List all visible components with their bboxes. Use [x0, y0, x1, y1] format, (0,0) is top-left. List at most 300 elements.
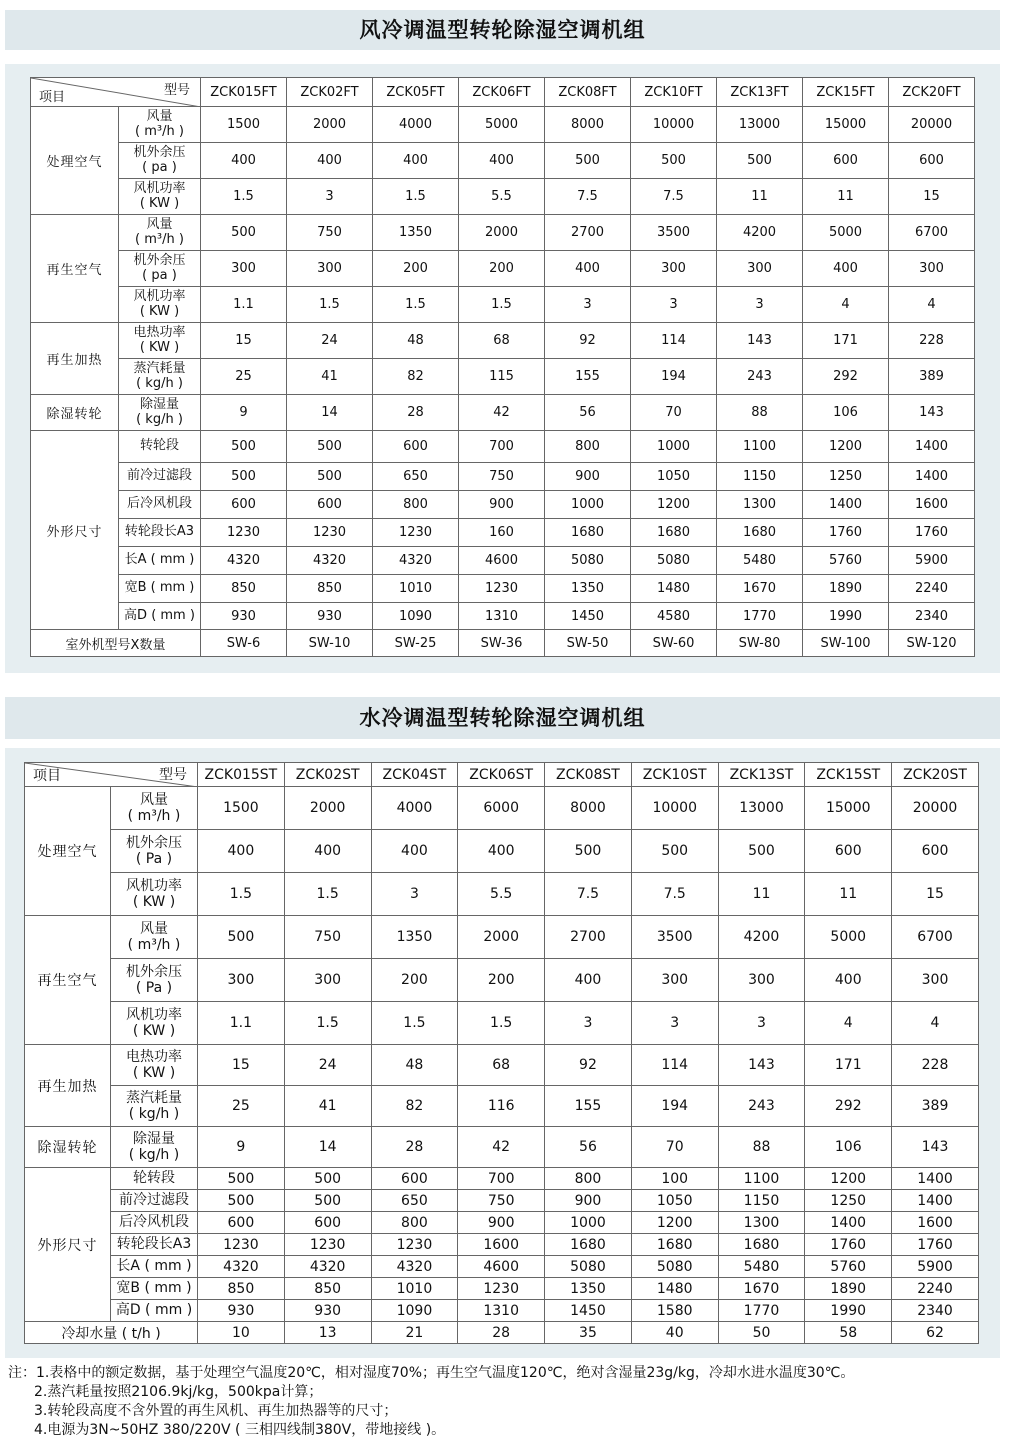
value-cell: 389	[889, 359, 975, 395]
row-label-cell	[119, 431, 201, 463]
model-header: ZCK20ST	[892, 763, 979, 787]
header-corner-cell	[25, 763, 198, 787]
value-cell: 500	[631, 830, 718, 873]
value-cell: 2700	[545, 215, 631, 251]
value-cell: 850	[287, 575, 373, 603]
value-cell: 1150	[717, 463, 803, 491]
value-cell: 1050	[631, 1190, 718, 1212]
value-cell: 400	[458, 830, 545, 873]
row-label-cell	[119, 107, 201, 143]
value-cell: 500	[287, 463, 373, 491]
value-cell: 1010	[371, 1278, 458, 1300]
value-cell: 155	[545, 1086, 632, 1127]
value-cell: 1890	[803, 575, 889, 603]
value-cell: 8000	[545, 107, 631, 143]
table-row	[25, 1190, 979, 1212]
value-cell: 600	[892, 830, 979, 873]
value-cell: 100	[631, 1168, 718, 1190]
footer-value-cell: SW-6	[201, 630, 287, 657]
model-header: ZCK13FT	[717, 78, 803, 107]
footer-value-cell: 58	[805, 1322, 892, 1344]
value-cell: 650	[371, 1190, 458, 1212]
footer-value-cell: 35	[545, 1322, 632, 1344]
value-cell: 4320	[287, 547, 373, 575]
value-cell: 500	[198, 1190, 285, 1212]
value-cell: 56	[545, 1127, 632, 1168]
value-cell: 900	[458, 1212, 545, 1234]
value-cell: 1150	[718, 1190, 805, 1212]
model-header: ZCK20FT	[889, 78, 975, 107]
value-cell: 850	[201, 575, 287, 603]
value-cell: 1760	[803, 519, 889, 547]
table-row	[25, 1278, 979, 1300]
value-cell: 116	[458, 1086, 545, 1127]
value-cell: 2240	[889, 575, 975, 603]
value-cell: 1.5	[458, 1002, 545, 1045]
value-cell: 4000	[371, 787, 458, 830]
value-cell: 600	[198, 1212, 285, 1234]
group-label: 除湿转轮	[31, 395, 119, 431]
value-cell: 800	[545, 431, 631, 463]
value-cell: 300	[631, 251, 717, 287]
model-header: ZCK08ST	[545, 763, 632, 787]
value-cell: 1600	[458, 1234, 545, 1256]
value-cell: 194	[631, 1086, 718, 1127]
value-cell: 1000	[545, 1212, 632, 1234]
footer-label: 冷却水量 ( t/h )	[25, 1322, 198, 1344]
row-label-cell	[111, 1212, 198, 1234]
group-label: 再生空气	[25, 916, 111, 1045]
value-cell: 500	[545, 143, 631, 179]
row-label-cell	[119, 359, 201, 395]
value-cell: 5080	[631, 1256, 718, 1278]
value-cell: 300	[284, 959, 371, 1002]
value-cell: 4320	[198, 1256, 285, 1278]
value-cell: 800	[545, 1168, 632, 1190]
value-cell: 68	[458, 1045, 545, 1086]
value-cell: 389	[892, 1086, 979, 1127]
value-cell: 292	[805, 1086, 892, 1127]
value-cell: 9	[201, 395, 287, 431]
model-header: ZCK04ST	[371, 763, 458, 787]
value-cell: 1.5	[201, 179, 287, 215]
value-cell: 155	[545, 359, 631, 395]
footer-value-cell: SW-100	[803, 630, 889, 657]
value-cell: 3	[631, 287, 717, 323]
footer-value-cell: SW-25	[373, 630, 459, 657]
table-row	[25, 1127, 979, 1168]
value-cell: 3500	[631, 916, 718, 959]
value-cell: 171	[803, 323, 889, 359]
row-label: 长A ( mm )	[116, 1258, 192, 1275]
value-cell: 3	[545, 287, 631, 323]
value-cell: 300	[198, 959, 285, 1002]
value-cell: 1770	[718, 1300, 805, 1322]
row-unit: ( m³/h )	[135, 123, 184, 139]
value-cell: 1400	[889, 431, 975, 463]
value-cell: 1010	[373, 575, 459, 603]
value-cell: 1300	[718, 1212, 805, 1234]
value-cell: 41	[284, 1086, 371, 1127]
value-cell: 1680	[545, 519, 631, 547]
value-cell: 5.5	[459, 179, 545, 215]
row-label-cell	[111, 1190, 198, 1212]
value-cell: 1400	[889, 463, 975, 491]
value-cell: 4320	[373, 547, 459, 575]
row-unit: ( Pa )	[135, 851, 173, 867]
row-label: 转轮段长A3	[116, 1236, 192, 1253]
footer-value-cell: 40	[631, 1322, 718, 1344]
footer-value-cell: SW-50	[545, 630, 631, 657]
row-label-cell	[119, 287, 201, 323]
value-cell: 11	[805, 873, 892, 916]
value-cell: 5900	[892, 1256, 979, 1278]
model-header: ZCK13ST	[718, 763, 805, 787]
row-label: 转轮段长A3	[124, 524, 195, 540]
row-label-cell	[111, 959, 198, 1002]
value-cell: 1310	[458, 1300, 545, 1322]
value-cell: 400	[198, 830, 285, 873]
value-cell: 8000	[545, 787, 632, 830]
value-cell: 228	[892, 1045, 979, 1086]
value-cell: 15000	[803, 107, 889, 143]
row-label: 转轮段	[139, 438, 179, 454]
value-cell: 5760	[805, 1256, 892, 1278]
value-cell: 800	[371, 1212, 458, 1234]
value-cell: 4580	[631, 603, 717, 630]
model-header: ZCK10FT	[631, 78, 717, 107]
row-unit: ( KW )	[132, 1065, 176, 1081]
value-cell: 106	[803, 395, 889, 431]
value-cell: 400	[287, 143, 373, 179]
row-label: 长A ( mm )	[124, 552, 195, 568]
row-unit: ( pa )	[142, 159, 177, 175]
value-cell: 11	[803, 179, 889, 215]
group-label: 再生加热	[25, 1045, 111, 1127]
model-header: ZCK15FT	[803, 78, 889, 107]
value-cell: 5080	[545, 1256, 632, 1278]
value-cell: 200	[459, 251, 545, 287]
footer-value-cell: 50	[718, 1322, 805, 1344]
value-cell: 400	[373, 143, 459, 179]
value-cell: 600	[287, 491, 373, 519]
value-cell: 850	[284, 1278, 371, 1300]
footer-value-cell: 13	[284, 1322, 371, 1344]
table-row	[31, 491, 975, 519]
row-label: 宽B ( mm )	[124, 580, 195, 596]
value-cell: 750	[459, 463, 545, 491]
table-row	[25, 830, 979, 873]
value-cell: 171	[805, 1045, 892, 1086]
value-cell: 143	[717, 323, 803, 359]
value-cell: 500	[717, 143, 803, 179]
value-cell: 1000	[545, 491, 631, 519]
value-cell: 1480	[631, 1278, 718, 1300]
value-cell: 4000	[373, 107, 459, 143]
value-cell: 1450	[545, 1300, 632, 1322]
group-label: 除湿转轮	[25, 1127, 111, 1168]
row-label-cell	[119, 491, 201, 519]
corner-label-model: 型号	[163, 83, 190, 98]
model-header: ZCK015FT	[201, 78, 287, 107]
value-cell: 42	[458, 1127, 545, 1168]
value-cell: 1760	[889, 519, 975, 547]
row-unit: ( pa )	[142, 267, 177, 283]
value-cell: 3	[371, 873, 458, 916]
value-cell: 3	[287, 179, 373, 215]
table-row	[31, 359, 975, 395]
row-label: 机外余压	[126, 834, 182, 851]
footer-value-cell: 21	[371, 1322, 458, 1344]
value-cell: 1.5	[284, 1002, 371, 1045]
value-cell: 1050	[631, 463, 717, 491]
table-row	[31, 179, 975, 215]
value-cell: 2000	[284, 787, 371, 830]
row-label: 风量	[146, 216, 173, 232]
value-cell: 200	[458, 959, 545, 1002]
footer-value-cell: 62	[892, 1322, 979, 1344]
row-label-cell	[119, 519, 201, 547]
row-label-cell	[111, 1300, 198, 1322]
value-cell: 1400	[805, 1212, 892, 1234]
value-cell: 1350	[545, 575, 631, 603]
value-cell: 300	[201, 251, 287, 287]
value-cell: 1990	[803, 603, 889, 630]
value-cell: 3	[545, 1002, 632, 1045]
group-label: 再生空气	[31, 215, 119, 323]
table-row	[25, 1212, 979, 1234]
value-cell: 600	[889, 143, 975, 179]
value-cell: 1670	[718, 1278, 805, 1300]
value-cell: 400	[284, 830, 371, 873]
value-cell: 400	[805, 959, 892, 1002]
footer-label: 室外机型号X数量	[31, 630, 201, 657]
value-cell: 1.5	[373, 179, 459, 215]
value-cell: 300	[889, 251, 975, 287]
group-label: 再生加热	[31, 323, 119, 395]
value-cell: 143	[718, 1045, 805, 1086]
table-row	[25, 916, 979, 959]
value-cell: 1250	[803, 463, 889, 491]
section1-title: 风冷调温型转轮除湿空调机组	[5, 10, 1000, 50]
value-cell: 750	[458, 1190, 545, 1212]
value-cell: 1760	[892, 1234, 979, 1256]
row-label-cell	[111, 1127, 198, 1168]
value-cell: 900	[459, 491, 545, 519]
group-label: 外形尺寸	[31, 431, 119, 630]
table-row	[25, 1086, 979, 1127]
table-row	[31, 323, 975, 359]
table-row	[25, 1300, 979, 1322]
value-cell: 2000	[287, 107, 373, 143]
value-cell: 5760	[803, 547, 889, 575]
row-unit: ( m³/h )	[135, 231, 184, 247]
row-label-cell	[119, 463, 201, 491]
value-cell: 160	[459, 519, 545, 547]
value-cell: 4320	[284, 1256, 371, 1278]
value-cell: 700	[459, 431, 545, 463]
footer-value-cell: SW-10	[287, 630, 373, 657]
value-cell: 114	[631, 1045, 718, 1086]
value-cell: 750	[284, 916, 371, 959]
value-cell: 300	[718, 959, 805, 1002]
value-cell: 300	[717, 251, 803, 287]
value-cell: 13000	[717, 107, 803, 143]
value-cell: 70	[631, 395, 717, 431]
value-cell: 48	[371, 1045, 458, 1086]
value-cell: 1230	[201, 519, 287, 547]
value-cell: 930	[201, 603, 287, 630]
row-unit: ( KW )	[139, 303, 180, 319]
footer-value-cell: 28	[458, 1322, 545, 1344]
value-cell: 1480	[631, 575, 717, 603]
value-cell: 15	[201, 323, 287, 359]
value-cell: 1230	[287, 519, 373, 547]
table-row	[31, 547, 975, 575]
value-cell: 11	[718, 873, 805, 916]
value-cell: 750	[287, 215, 373, 251]
water-cooled-spec-table	[24, 762, 979, 1344]
value-cell: 1300	[717, 491, 803, 519]
value-cell: 850	[198, 1278, 285, 1300]
row-label: 后冷风机段	[119, 1214, 189, 1231]
value-cell: 243	[718, 1086, 805, 1127]
value-cell: 1000	[631, 431, 717, 463]
row-label: 除湿量	[133, 1130, 175, 1147]
row-unit: ( kg/h )	[136, 375, 183, 391]
value-cell: 5480	[718, 1256, 805, 1278]
row-label-cell	[119, 603, 201, 630]
footer-value-cell: SW-120	[889, 630, 975, 657]
row-unit: ( KW )	[139, 195, 180, 211]
row-label-cell	[119, 143, 201, 179]
value-cell: 1200	[631, 491, 717, 519]
value-cell: 7.5	[545, 873, 632, 916]
value-cell: 1.5	[287, 287, 373, 323]
value-cell: 1100	[718, 1168, 805, 1190]
value-cell: 24	[284, 1045, 371, 1086]
value-cell: 1600	[892, 1212, 979, 1234]
value-cell: 41	[287, 359, 373, 395]
value-cell: 15	[892, 873, 979, 916]
value-cell: 1600	[889, 491, 975, 519]
notes-block	[8, 1364, 1008, 1440]
value-cell: 1680	[718, 1234, 805, 1256]
value-cell: 400	[803, 251, 889, 287]
value-cell: 1400	[892, 1190, 979, 1212]
value-cell: 1200	[805, 1168, 892, 1190]
row-label-cell	[111, 1256, 198, 1278]
value-cell: 2340	[892, 1300, 979, 1322]
value-cell: 1.1	[198, 1002, 285, 1045]
value-cell: 5000	[805, 916, 892, 959]
model-header: ZCK05FT	[373, 78, 459, 107]
value-cell: 1680	[631, 519, 717, 547]
value-cell: 1200	[631, 1212, 718, 1234]
value-cell: 15000	[805, 787, 892, 830]
table-row	[25, 1234, 979, 1256]
note-line: 4.电源为3N~50HZ 380/220V ( 三相四线制380V，带地接线 )。	[34, 1422, 446, 1438]
value-cell: 25	[198, 1086, 285, 1127]
value-cell: 42	[459, 395, 545, 431]
row-label-cell	[111, 1002, 198, 1045]
row-label: 蒸汽耗量	[133, 360, 186, 376]
value-cell: 650	[373, 463, 459, 491]
row-label-cell	[111, 1086, 198, 1127]
value-cell: 1100	[717, 431, 803, 463]
value-cell: 800	[373, 491, 459, 519]
model-header: ZCK08FT	[545, 78, 631, 107]
value-cell: 1.5	[459, 287, 545, 323]
value-cell: 500	[201, 215, 287, 251]
table-row	[25, 959, 979, 1002]
value-cell: 500	[198, 1168, 285, 1190]
value-cell: 1500	[201, 107, 287, 143]
row-unit: ( kg/h )	[128, 1147, 180, 1163]
model-header: ZCK02FT	[287, 78, 373, 107]
row-label: 宽B ( mm )	[116, 1280, 192, 1297]
value-cell: 1230	[373, 519, 459, 547]
value-cell: 1.5	[371, 1002, 458, 1045]
value-cell: 28	[373, 395, 459, 431]
value-cell: 500	[287, 431, 373, 463]
row-unit: ( Pa )	[135, 980, 173, 996]
table-row	[31, 107, 975, 143]
row-unit: ( KW )	[132, 1023, 176, 1039]
footer-value-cell: SW-36	[459, 630, 545, 657]
corner-label-item: 项目	[39, 90, 66, 105]
value-cell: 1230	[458, 1278, 545, 1300]
value-cell: 700	[458, 1168, 545, 1190]
value-cell: 4	[889, 287, 975, 323]
section2-title: 水冷调温型转轮除湿空调机组	[5, 697, 1000, 739]
table-row	[31, 143, 975, 179]
footer-row	[31, 630, 975, 657]
row-label: 除湿量	[139, 396, 179, 412]
value-cell: 7.5	[631, 179, 717, 215]
value-cell: 4	[805, 1002, 892, 1045]
value-cell: 300	[631, 959, 718, 1002]
value-cell: 2000	[459, 215, 545, 251]
value-cell: 143	[892, 1127, 979, 1168]
value-cell: 194	[631, 359, 717, 395]
value-cell: 400	[545, 959, 632, 1002]
value-cell: 228	[889, 323, 975, 359]
row-label-cell	[119, 547, 201, 575]
value-cell: 6000	[458, 787, 545, 830]
row-unit: ( kg/h )	[136, 411, 183, 427]
value-cell: 930	[284, 1300, 371, 1322]
value-cell: 500	[718, 830, 805, 873]
footer-value-cell: SW-80	[717, 630, 803, 657]
value-cell: 15	[198, 1045, 285, 1086]
note-line: 2.蒸汽耗量按照2106.9kj/kg，500kpa计算；	[34, 1384, 323, 1400]
value-cell: 500	[545, 830, 632, 873]
value-cell: 1400	[892, 1168, 979, 1190]
row-unit: ( kg/h )	[128, 1106, 180, 1122]
table-row	[31, 575, 975, 603]
row-label-cell	[119, 323, 201, 359]
value-cell: 92	[545, 323, 631, 359]
value-cell: 4600	[459, 547, 545, 575]
value-cell: 20000	[889, 107, 975, 143]
value-cell: 1500	[198, 787, 285, 830]
value-cell: 400	[459, 143, 545, 179]
value-cell: 10000	[631, 787, 718, 830]
header-corner-cell	[31, 78, 201, 107]
row-label-cell	[119, 215, 201, 251]
value-cell: 56	[545, 395, 631, 431]
